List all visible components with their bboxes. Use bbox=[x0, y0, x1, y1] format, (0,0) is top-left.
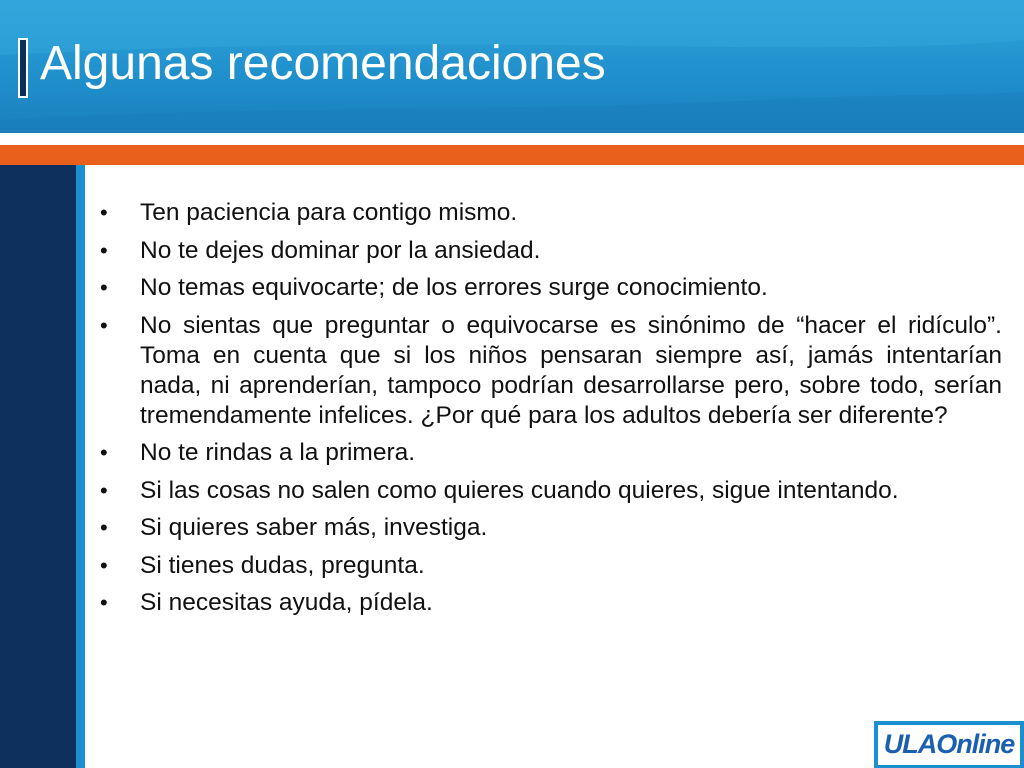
list-item-text: Si necesitas ayuda, pídela. bbox=[140, 589, 433, 616]
list-item-text: Si las cosas no salen como quieres cuando quieres, sigue intentando. bbox=[140, 476, 899, 504]
list-item-text: No temas equivocarte; de los errores surge conocimiento. bbox=[140, 274, 768, 301]
list-item bbox=[98, 551, 1002, 581]
list-item bbox=[98, 588, 1002, 618]
list-item bbox=[98, 273, 1002, 303]
logo-badge bbox=[878, 725, 1020, 765]
left-navy-panel bbox=[0, 165, 76, 768]
list-item bbox=[98, 513, 1002, 543]
list-item bbox=[98, 236, 1002, 266]
ula-online-logo bbox=[874, 721, 1024, 768]
slide-title: Algunas recomendaciones bbox=[40, 37, 606, 90]
bullet-icon: • bbox=[100, 440, 108, 465]
slide-header bbox=[0, 0, 1024, 133]
list-item-text: No te dejes dominar por la ansiedad. bbox=[140, 236, 541, 264]
list-item-text: No sientas que preguntar o equivocarse es sinónimo de “hacer el ridículo”. Toma en cuenta que si los niños pensaran siempre así, jamás intentarían nada, ni aprenderían, tampoco podrían desarrollarse pero, sobre todo, serían tremendamente infelices. ¿Por qué para los adultos debería ser diferente? bbox=[140, 311, 1002, 429]
left-blue-accent bbox=[76, 165, 85, 768]
list-item bbox=[98, 476, 1002, 506]
bullet-icon: • bbox=[100, 312, 108, 338]
list-item bbox=[98, 438, 1002, 468]
list-item bbox=[98, 311, 1002, 431]
title-marker-bar bbox=[18, 38, 28, 98]
recommendations-list bbox=[98, 198, 1002, 618]
bullet-list-container bbox=[98, 198, 1002, 626]
bullet-icon: • bbox=[100, 275, 108, 300]
orange-divider-bar bbox=[0, 145, 1024, 165]
list-item bbox=[98, 198, 1002, 228]
bullet-icon: • bbox=[100, 590, 108, 615]
logo-text: ULAOnline bbox=[883, 729, 1015, 759]
bullet-icon: • bbox=[100, 552, 108, 578]
bullet-icon: • bbox=[100, 237, 108, 263]
list-item-text: No te rindas a la primera. bbox=[140, 439, 416, 466]
bullet-icon: • bbox=[100, 515, 108, 540]
list-item-text: Si quieres saber más, investiga. bbox=[140, 514, 488, 541]
bullet-icon: • bbox=[100, 200, 108, 225]
list-item-text: Si tienes dudas, pregunta. bbox=[140, 551, 425, 579]
list-item-text: Ten paciencia para contigo mismo. bbox=[140, 199, 518, 226]
bullet-icon: • bbox=[100, 477, 108, 503]
